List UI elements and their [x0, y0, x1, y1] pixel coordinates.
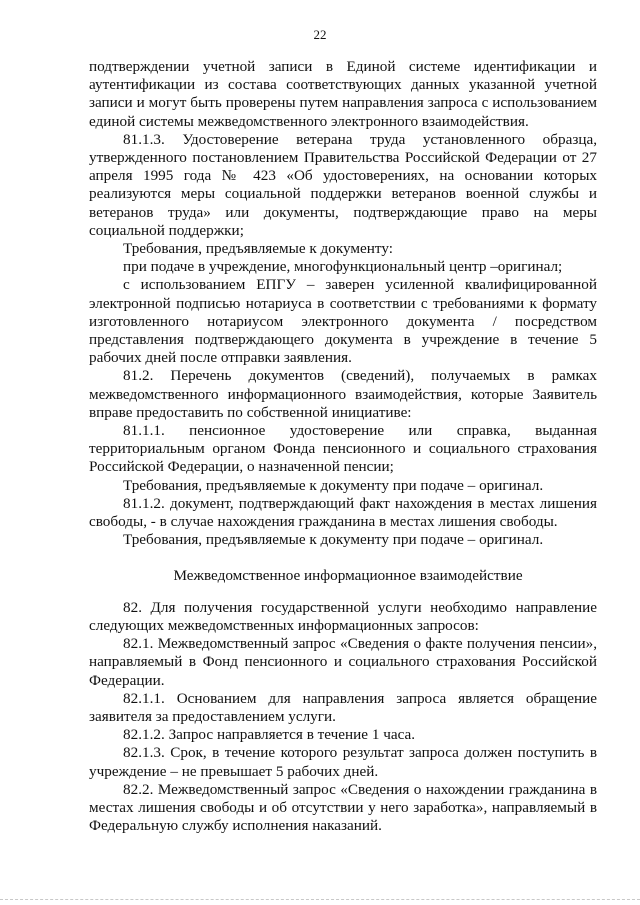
- paragraph-p-82-1-2: 82.1.2. Запрос направляется в течение 1 часа.: [123, 726, 416, 744]
- body-text-bottom: [89, 599, 597, 836]
- paragraph-p-req-3: Требования, предъявляемые к документу при подаче – оригинал.: [123, 531, 544, 549]
- paragraph-p-81-2: 81.2. Перечень документов (сведений), получаемых в рамках межведомственного информационного взаимодействия, которые Заявитель вправе предоставить по собственной инициативе:: [89, 367, 597, 421]
- paragraph-p-81-1-3: 81.1.3. Удостоверение ветерана труда установленного образца, утвержденного постановлением Правительства Российской Федерации от 27 апреля 1995 года № 423 «Об удостоверениях, на основании которых реализуются меры социальной поддержки ветеранов военной службы и ветеранов труда» или документы, подтверждающие право на меры социальной поддержки;: [89, 130, 597, 239]
- paragraph-p-82: 82. Для получения государственной услуги необходимо направление следующих межведомственных информационных запросов:: [89, 598, 597, 634]
- paragraph-p-82-1-3: 82.1.3. Срок, в течение которого результат запроса должен поступить в учреждение – не превышает 5 рабочих дней.: [89, 744, 597, 780]
- body-text-top: [89, 58, 597, 549]
- paragraph-p-81-1-1: 81.1.1. пенсионное удостоверение или справка, выданная территориальным органом Фонда пенсионного и социального страхования Российской Федерации, о назначенной пенсии;: [89, 422, 597, 476]
- paragraph-p-req-1: Требования, предъявляемые к документу:: [123, 240, 393, 258]
- section-heading: Межведомственное информационное взаимодействие: [173, 567, 523, 585]
- paragraph-p-82-1-1: 82.1.1. Основанием для направления запроса является обращение заявителя за предоставлением услуги.: [89, 689, 597, 725]
- paragraph-p-req-1b: с использованием ЕПГУ – заверен усиленной квалифицированной электронной подписью нотариуса в соответствии с требованиями к формату изготовленного нотариусом электронного документа / посредством представления подтверждающего документа в учреждение в течение 5 рабочих дней после отправки заявления.: [89, 276, 597, 367]
- page-number: 22: [313, 27, 327, 42]
- paragraph-p-continuation: подтверждении учетной записи в Единой системе идентификации и аутентификации из состава соответствующих данных указанной учетной записи и могут быть проверены путем направления запроса с использованием единой системы межведомственного электронного взаимодействия.: [89, 58, 597, 130]
- paragraph-p-req-1a: при подаче в учреждение, многофункциональный центр –оригинал;: [123, 258, 563, 276]
- paragraph-p-req-2: Требования, предъявляемые к документу при подаче – оригинал.: [123, 476, 544, 494]
- paragraph-p-81-1-2: 81.1.2. документ, подтверждающий факт нахождения в местах лишения свободы, - в случае нахождения гражданина в местах лишения свободы.: [89, 494, 597, 531]
- paragraph-p-82-2: 82.2. Межведомственный запрос «Сведения о нахождении гражданина в местах лишения свободы и об отсутствии у него заработка», направляемый в Федеральную службу исполнения наказаний.: [89, 780, 597, 835]
- page-bottom-edge: [0, 899, 640, 901]
- paragraph-p-82-1: 82.1. Межведомственный запрос «Сведения о факте получения пенсии», направляемый в Фонд пенсионного и социального страхования Российской Федерации.: [89, 635, 597, 689]
